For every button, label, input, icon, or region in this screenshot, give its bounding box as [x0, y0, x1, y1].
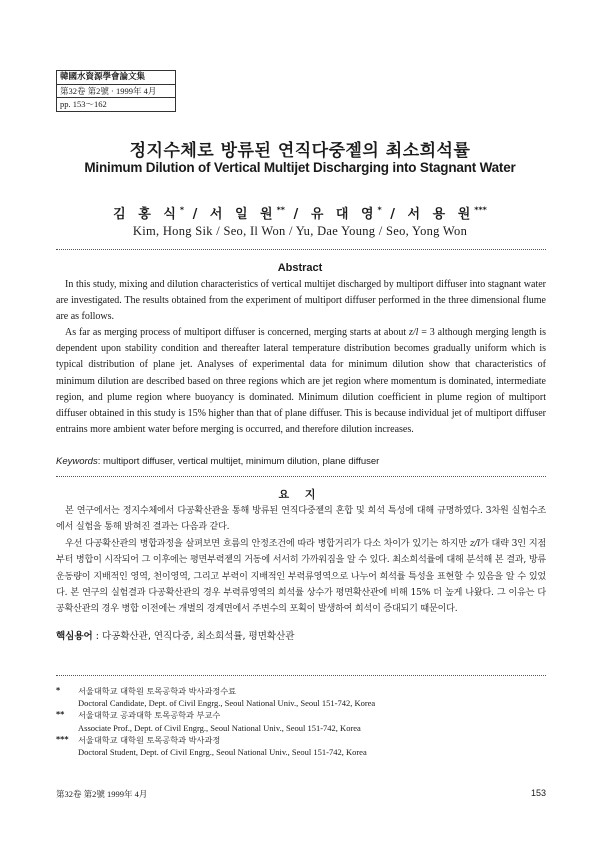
author-name: 김 홍 식: [113, 207, 180, 222]
footnote-korean: 서울대학교 대학원 토목공학과 박사과정수료: [78, 686, 237, 696]
footer-journal-issue: 第32卷 第2號 1999年 4月: [56, 789, 148, 799]
page-footer: [56, 788, 546, 800]
author-separator: /: [381, 207, 408, 222]
abstract-heading: Abstract: [277, 262, 323, 274]
footnote-korean: 서울대학교 대학원 토목공학과 박사과정: [78, 734, 221, 745]
footnote-english: Doctoral Student, Dept. of Civil Engrg., Seoul National Univ., Seoul 151-742, Korea: [78, 747, 367, 758]
journal-name: 韓國水資源學會論文集: [57, 71, 175, 85]
author-name: 유 대 영: [310, 207, 378, 222]
page-number: 153: [530, 788, 546, 798]
keywords-korean-text: : 다공확산관, 연직다중, 최소희석률, 평면확산관: [92, 631, 295, 642]
summary-heading: 요 지: [278, 488, 322, 501]
summary-body: [56, 503, 546, 618]
authors-korean: [0, 203, 600, 222]
footnotes: [56, 685, 546, 758]
author-name: 서 용 원: [407, 207, 475, 222]
keywords-korean: [56, 628, 546, 642]
title-korean: 정지수체로 방류된 연직다중젵의 최소희석률: [129, 141, 471, 161]
author-separator: /: [285, 207, 311, 222]
footnote: [56, 685, 546, 697]
authors-english: Kim, Hong Sik / Seo, Il Won / Yu, Dae Young / Seo, Yong Won: [132, 224, 468, 238]
journal-pages: pp. 153～162: [60, 99, 107, 109]
author-mark: *: [179, 205, 185, 215]
title-english: Minimum Dilution of Vertical Multijet Discharging into Stagnant Water: [84, 160, 516, 175]
keywords-korean-label: 핵심용어: [56, 631, 93, 642]
abstract-paragraph: In this study, mixing and dilution characteristics of vertical multijet discharged by multiport diffuser into stagnant water are investigated. The results obtained from the experiment of multiport diffuser performed in the three dimensional flume are as follows.: [56, 279, 546, 323]
journal-volume: 第32卷 第2號 · 1999年 4月: [57, 85, 175, 99]
footnote-mark: *: [56, 686, 61, 695]
keywords: [56, 456, 546, 467]
keywords-text: : multiport diffuser, vertical multijet, minimum dilution, plane diffuser: [97, 456, 380, 467]
ratio-symbol: z/l: [409, 327, 419, 339]
footnote-english: Doctoral Candidate, Dept. of Civil Engrg., Seoul National Univ., Seoul 151-742, Korea: [78, 698, 376, 709]
author-mark: ***: [474, 205, 487, 215]
abstract-text: = 3 although merging length is dependent upon stability condition and thereafter lateral temperature distribution becomes gradually uniform which is typical distribution of plane jet. Analyses of experimental data for minimum dilution show that characteristics of minimum dilution are described based on three regions which are jet region where momentum is dominated, intermediate region, and plume region where buoyancy is dominated. Minimum dilution coefficient in plume region of multiport diffuser obtained in this study is 15% higher than that of plane diffuser. This is because individual jet of multiport diffuser entrains more ambient water before merging is occurred, and therefore dilution increases.: [56, 327, 546, 435]
divider: [56, 476, 546, 477]
summary-paragraph: 본 연구에서는 정지수체에서 다공확산관을 통해 방류된 연직다중젵의 혼합 및 희석 특성에 대해 규명하였다. 3차원 실험수조에서 실험을 통해 밝혀진 결과는 다음과 같다.: [56, 506, 546, 533]
keywords-label: Keywords: [56, 456, 98, 467]
author-mark: *: [377, 205, 382, 215]
author-mark: **: [276, 205, 285, 215]
footnote-mark: ***: [56, 734, 69, 744]
footnote-english: Associate Prof., Dept. of Civil Engrg., Seoul National Univ., Seoul 151-742, Korea: [78, 722, 361, 733]
divider: [56, 675, 546, 676]
journal-info-box: [56, 70, 176, 112]
summary-text: 우선 다공확산관의 병합과정을 살펴보면 흐름의 안정조건에 따라 병합거리가 다소 차이가 있기는 하지만: [65, 538, 470, 549]
abstract-body: [56, 277, 546, 438]
divider: [56, 249, 546, 250]
footnote-mark: **: [56, 710, 65, 720]
footnote-korean: 서울대학교 공과대학 토목공학과 부교수: [78, 710, 221, 721]
summary-paragraph: [56, 536, 546, 618]
footnote: [56, 734, 546, 746]
abstract-text: As far as merging process of multiport diffuser is concerned, merging starts at about: [65, 327, 409, 339]
author-name: 서 일 원: [209, 207, 277, 222]
summary-text: 가 대략 3인 지점부터 병합이 시작되어 그 이후에는 평면부력젵의 거동에 서서히 가까워짐을 알 수 있다. 최소희석률에 대해 분석해 본 결과, 방류운동량이 지배적인 영역, 천이영역, 그리고 부력이 지배적인 부력류영역으로 나누어 희석률 특성을 표현할 수 있음을 알 수 있었다. 본 연구의 실험결과 다공확산관의 경우 부력류영역의 희석률 상수가 평면확산관에 비해 15% 더 높게 나왔다. 그 이유는 다공확산관의 경우 병합 이전에는 개별의 경계면에서 주변수의 포획이 발생하여 희석이 증대되기 때문이다.: [56, 538, 546, 615]
abstract-paragraph: [56, 325, 546, 438]
ratio-symbol: z/l: [469, 538, 480, 549]
author-separator: /: [184, 207, 210, 222]
footnote: [56, 709, 546, 721]
